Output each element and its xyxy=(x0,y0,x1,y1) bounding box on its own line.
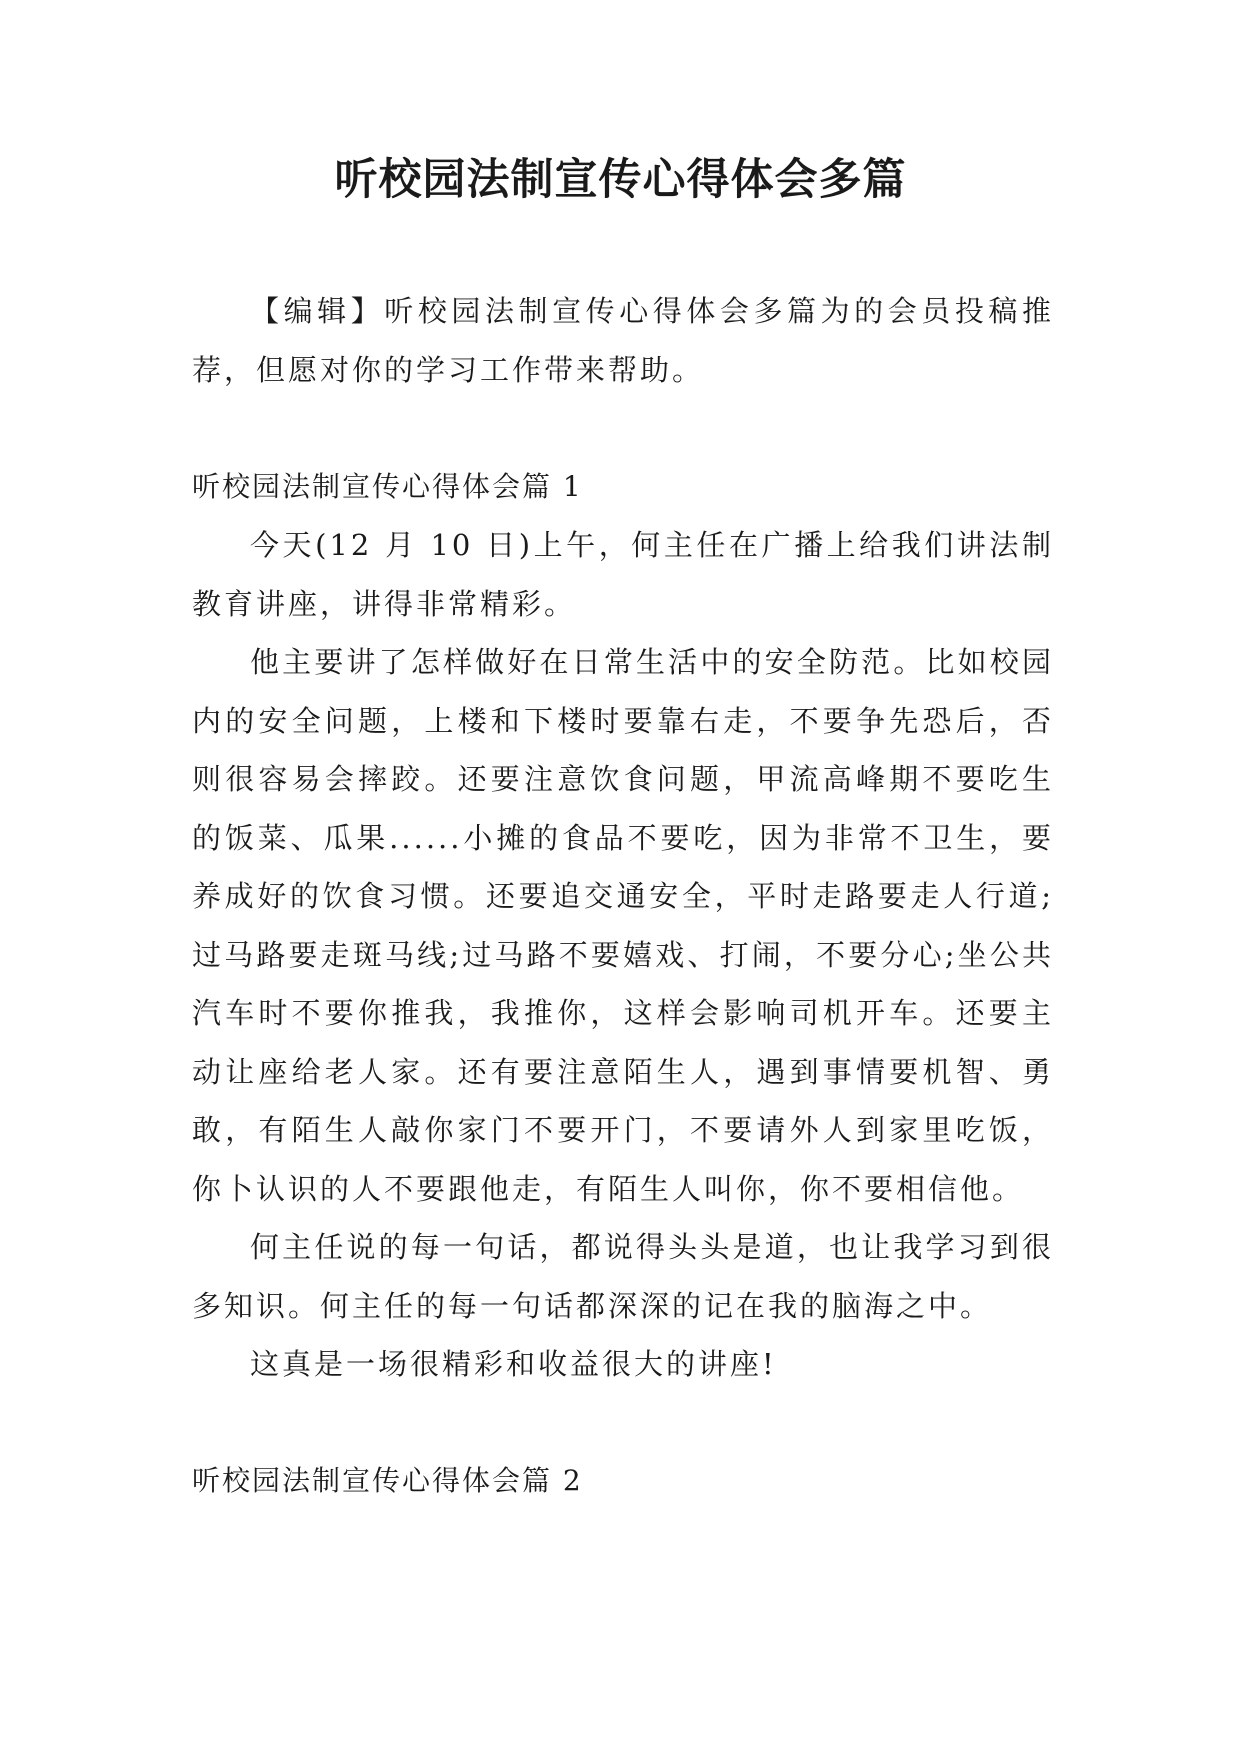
spacer xyxy=(192,399,1054,458)
section-1-paragraph-4: 这真是一场很精彩和收益很大的讲座! xyxy=(250,1347,777,1381)
section-heading-2: 听校园法制宣传心得体会篇 2 xyxy=(192,1464,583,1497)
section-1-paragraph-2: 他主要讲了怎样做好在日常生活中的安全防范。比如校园内的安全问题，上楼和下楼时要靠右走，不要争先恐后，否则很容易会摔跤。还要注意饮食问题，甲流高峰期不要吃生的饭菜、瓜果......小摊的食品不要吃，因为非常不卫生，要养成好的饮食习惯。还要追交通安全，平时走路要走人行道;过马路要走斑马线;过马路不要嬉戏、打闹，不要分心;坐公共汽车时不要你推我，我推你，这样会影响司机开车。还要主动让座给老人家。还有要注意陌生人，遇到事情要机智、勇敢，有陌生人敲你家门不要开门，不要请外人到家里吃饭，你卜认识的人不要跟他走，有陌生人叫你，你不要相信他。 xyxy=(192,645,1054,1206)
spacer xyxy=(192,1394,1054,1453)
intro-paragraph: 【编辑】听校园法制宣传心得体会多篇为的会员投稿推荐，但愿对你的学习工作带来帮助。 xyxy=(192,294,1054,387)
document-title: 听校园法制宣传心得体会多篇 xyxy=(334,155,907,205)
document-body xyxy=(192,282,1054,1511)
section-heading-1: 听校园法制宣传心得体会篇 1 xyxy=(192,469,583,503)
section-1-paragraph-3: 何主任说的每一句话，都说得头头是道，也让我学习到很多知识。何主任的每一句话都深深的记在我的脑海之中。 xyxy=(192,1230,1054,1323)
section-1-paragraph-1: 今天(12 月 10 日)上午，何主任在广播上给我们讲法制教育讲座，讲得非常精彩。 xyxy=(192,528,1054,621)
